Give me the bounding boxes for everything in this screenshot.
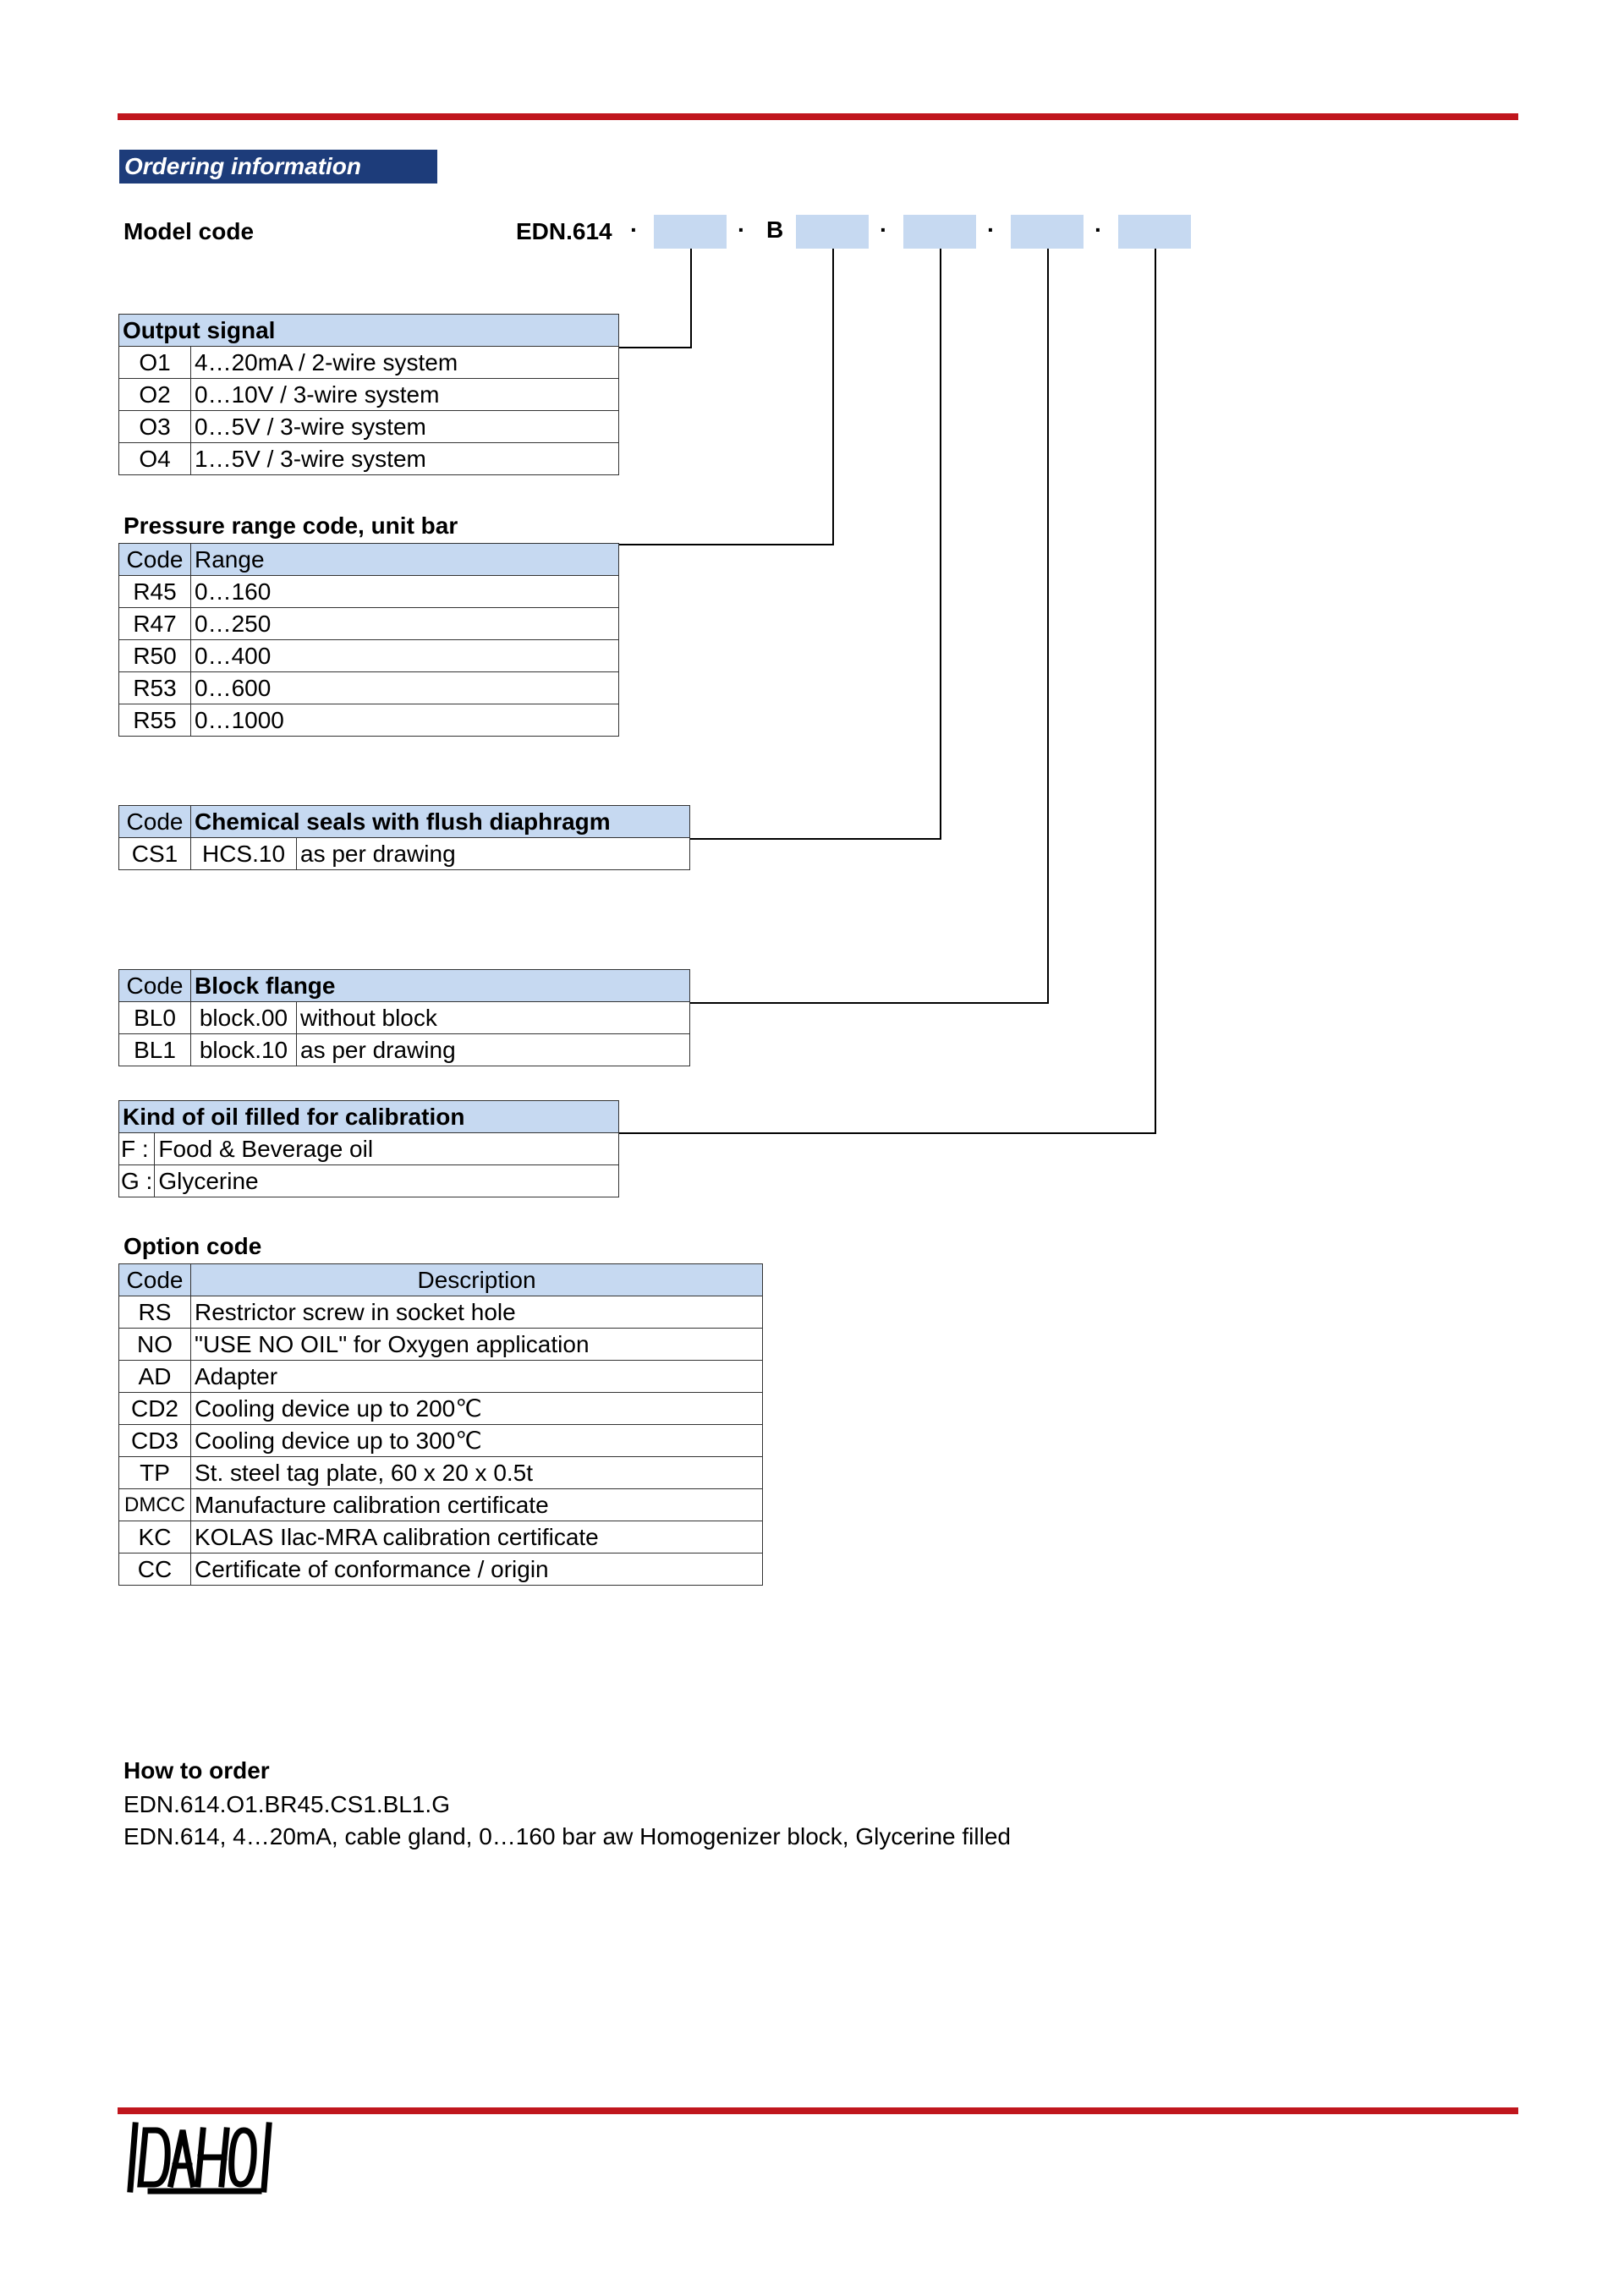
logo-mark xyxy=(123,2118,276,2196)
table-row xyxy=(119,838,690,870)
code-cell: KC xyxy=(119,1521,191,1553)
connector-line xyxy=(832,249,834,545)
table-row xyxy=(119,1521,763,1553)
code-cell: O2 xyxy=(119,379,191,411)
connector-line xyxy=(618,347,692,348)
code-cell: R50 xyxy=(119,640,191,672)
pressure-range-title: Pressure range code, unit bar xyxy=(123,512,458,539)
code-cell: R45 xyxy=(119,576,191,608)
table-row xyxy=(119,411,619,443)
table-row xyxy=(119,1165,619,1197)
code-cell: O4 xyxy=(119,443,191,475)
desc-cell: Cooling device up to 200℃ xyxy=(191,1393,763,1425)
oil-table xyxy=(118,1100,619,1197)
code-cell: R53 xyxy=(119,672,191,704)
daho-logo xyxy=(123,2118,276,2200)
bottom-rule xyxy=(118,2107,1518,2114)
header-code: Code xyxy=(119,1264,191,1296)
model-cell: block.10 xyxy=(191,1034,297,1066)
desc-cell: as per drawing xyxy=(297,1034,690,1066)
header-description: Description xyxy=(191,1264,763,1296)
code-cell: BL0 xyxy=(119,1002,191,1034)
how-to-order-title: How to order xyxy=(123,1757,270,1784)
connector-line xyxy=(689,1002,1049,1004)
range-cell: 0…250 xyxy=(191,608,619,640)
header-code: Code xyxy=(119,544,191,576)
code-cell: R47 xyxy=(119,608,191,640)
desc-cell: Adapter xyxy=(191,1361,763,1393)
desc-cell: without block xyxy=(297,1002,690,1034)
oil-title: Kind of oil filled for calibration xyxy=(119,1101,619,1133)
desc-cell: St. steel tag plate, 60 x 20 x 0.5t xyxy=(191,1457,763,1489)
code-cell: TP xyxy=(119,1457,191,1489)
table-row xyxy=(119,672,619,704)
header-code: Code xyxy=(119,806,191,838)
range-cell: 0…600 xyxy=(191,672,619,704)
output-signal-title: Output signal xyxy=(119,315,619,347)
desc-cell: 0…10V / 3-wire system xyxy=(191,379,619,411)
table-row xyxy=(119,379,619,411)
desc-cell: 1…5V / 3-wire system xyxy=(191,443,619,475)
code-cell: RS xyxy=(119,1296,191,1329)
table-row xyxy=(119,443,619,475)
code-cell: O1 xyxy=(119,347,191,379)
code-cell: CD2 xyxy=(119,1393,191,1425)
block-flange-table xyxy=(118,969,690,1066)
range-cell: 0…400 xyxy=(191,640,619,672)
range-cell: 0…160 xyxy=(191,576,619,608)
slot-oil xyxy=(1118,215,1191,249)
slot-output-signal xyxy=(654,215,727,249)
desc-cell: Certificate of conformance / origin xyxy=(191,1553,763,1586)
table-row xyxy=(119,347,619,379)
separator-dot: · xyxy=(630,216,639,243)
desc-cell: Food & Beverage oil xyxy=(155,1133,619,1165)
chemical-seals-table xyxy=(118,805,690,870)
code-cell: DMCC xyxy=(119,1489,191,1521)
pressure-range-table xyxy=(118,543,619,737)
block-flange-title: Block flange xyxy=(191,970,690,1002)
code-cell: AD xyxy=(119,1361,191,1393)
desc-cell: as per drawing xyxy=(297,838,690,870)
code-cell: O3 xyxy=(119,411,191,443)
connector-line xyxy=(940,249,941,839)
table-row xyxy=(119,1457,763,1489)
header-code: Code xyxy=(119,970,191,1002)
table-row xyxy=(119,704,619,737)
code-cell: R55 xyxy=(119,704,191,737)
table-row xyxy=(119,1361,763,1393)
top-rule xyxy=(118,113,1518,120)
separator-dot: · xyxy=(880,216,888,243)
desc-cell: Manufacture calibration certificate xyxy=(191,1489,763,1521)
separator-dot: · xyxy=(987,216,996,243)
code-cell: CD3 xyxy=(119,1425,191,1457)
desc-cell: Cooling device up to 300℃ xyxy=(191,1425,763,1457)
header-range: Range xyxy=(191,544,619,576)
desc-cell: KOLAS Ilac-MRA calibration certificate xyxy=(191,1521,763,1553)
how-to-order-code: EDN.614.O1.BR45.CS1.BL1.G xyxy=(123,1791,450,1817)
table-row xyxy=(119,608,619,640)
desc-cell: Restrictor screw in socket hole xyxy=(191,1296,763,1329)
connector-line xyxy=(618,1132,1156,1134)
code-cell: G : xyxy=(119,1165,155,1197)
table-row xyxy=(119,576,619,608)
connector-line xyxy=(1155,249,1156,1133)
model-cell: HCS.10 xyxy=(191,838,297,870)
connector-line xyxy=(1047,249,1049,1003)
option-code-table xyxy=(118,1263,763,1586)
connector-line xyxy=(690,249,692,348)
code-cell: CS1 xyxy=(119,838,191,870)
code-cell: F : xyxy=(119,1133,155,1165)
table-row xyxy=(119,1002,690,1034)
table-row xyxy=(119,1133,619,1165)
desc-cell: "USE NO OIL" for Oxygen application xyxy=(191,1329,763,1361)
desc-cell: 4…20mA / 2-wire system xyxy=(191,347,619,379)
option-code-title: Option code xyxy=(123,1233,262,1259)
separator-dot: · xyxy=(1095,216,1103,243)
how-to-order-description: EDN.614, 4…20mA, cable gland, 0…160 bar aw Homogenizer block, Glycerine filled xyxy=(123,1823,1011,1849)
slot-pressure-range xyxy=(796,215,869,249)
slot-block-flange xyxy=(1011,215,1084,249)
table-row xyxy=(119,1296,763,1329)
table-row xyxy=(119,1034,690,1066)
model-prefix: EDN.614 xyxy=(516,218,612,244)
range-cell: 0…1000 xyxy=(191,704,619,737)
section-tag: Ordering information xyxy=(119,150,437,184)
desc-cell: 0…5V / 3-wire system xyxy=(191,411,619,443)
connector-line xyxy=(689,838,941,840)
code-cell: CC xyxy=(119,1553,191,1586)
separator-dot: · xyxy=(738,216,746,243)
table-row xyxy=(119,1553,763,1586)
code-cell: NO xyxy=(119,1329,191,1361)
table-row xyxy=(119,1329,763,1361)
slot-chemical-seal xyxy=(903,215,976,249)
desc-cell: Glycerine xyxy=(155,1165,619,1197)
table-row xyxy=(119,640,619,672)
table-row xyxy=(119,1425,763,1457)
code-cell: BL1 xyxy=(119,1034,191,1066)
output-signal-table xyxy=(118,314,619,475)
chemical-seals-title: Chemical seals with flush diaphragm xyxy=(191,806,690,838)
table-row xyxy=(119,1393,763,1425)
fixed-letter: B xyxy=(766,216,784,243)
table-row xyxy=(119,1489,763,1521)
model-cell: block.00 xyxy=(191,1002,297,1034)
model-code-label: Model code xyxy=(123,218,255,244)
